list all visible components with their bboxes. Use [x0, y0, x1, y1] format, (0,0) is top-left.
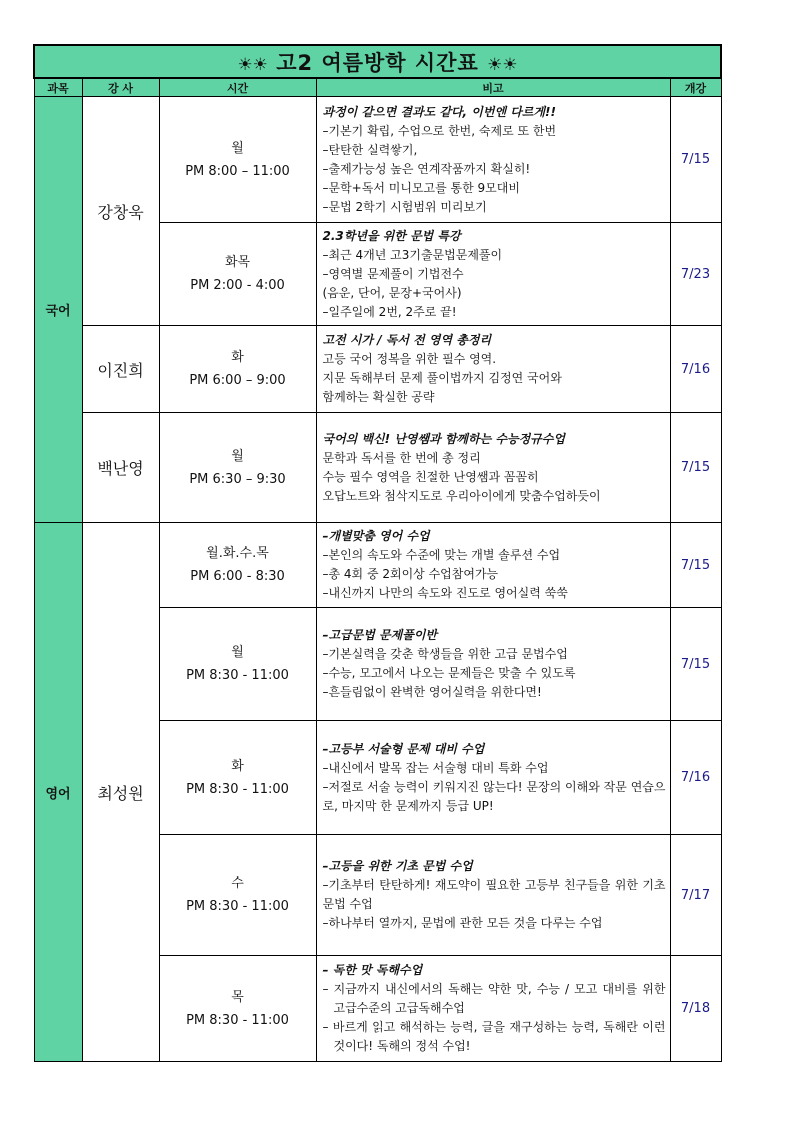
remark-line: 고등 국어 정복을 위한 필수 영역.: [322, 352, 497, 366]
remark-line: –문학+독서 미니모고를 통한 9모대비: [322, 180, 520, 195]
remark-line: –기초부터 탄탄하게! 재도약이 필요한 고등부 친구들을 위한 기초 문법 수업: [322, 878, 666, 911]
class-day: 수: [231, 876, 244, 891]
class-remarks: [316, 721, 670, 835]
class-day: 화목: [224, 255, 251, 270]
class-remarks: [316, 523, 670, 608]
page-title: [34, 45, 721, 78]
remark-line: –수능, 모고에서 나오는 문제들은 맞출 수 있도록: [322, 666, 576, 680]
class-hours: PM 8:30 - 11:00: [186, 781, 289, 797]
remark-line: 함께하는 확실한 공략: [322, 390, 435, 404]
remark-line: – 지금까지 내신에서의 독해는 약한 맛, 수능 / 모고 대비를 위한 고급수준의 고급독해수업: [322, 982, 666, 1015]
subject-english: 영어: [34, 523, 82, 1062]
class-hours: PM 8:30 - 11:00: [186, 668, 289, 683]
start-date: 7/15: [670, 608, 721, 721]
start-date: 7/15: [670, 523, 721, 608]
class-remarks: [316, 413, 670, 523]
teacher-name: 최성원: [82, 523, 159, 1062]
class-remarks: [316, 326, 670, 413]
header-remarks: 비고: [316, 78, 670, 97]
remark-line: 지문 독해부터 문제 풀이법까지 김정연 국어와: [322, 371, 562, 385]
class-time: [159, 326, 316, 413]
header-teacher: 강 사: [82, 78, 159, 97]
table-row: [34, 413, 721, 523]
remark-line: – 바르게 읽고 해석하는 능력, 글을 재구성하는 능력, 독해란 이런 것이다! 독해의 정석 수업!: [322, 1020, 666, 1053]
class-time: [159, 608, 316, 721]
class-hours: PM 8:00 – 11:00: [185, 163, 290, 179]
class-title: 국어의 백신! 난영쌤과 함께하는 수능정규수업: [322, 431, 565, 446]
class-hours: PM 8:30 - 11:00: [186, 899, 289, 914]
class-day: 화: [231, 350, 244, 365]
remark-line: –일주일에 2번, 2주로 끝!: [322, 304, 457, 319]
header-start: 개강: [670, 78, 721, 97]
class-time: [159, 956, 316, 1062]
table-row: [34, 523, 721, 608]
teacher-name: 강창욱: [82, 97, 159, 326]
remark-line: (음운, 단어, 문장+국어사): [322, 285, 462, 300]
subject-korean: 국어: [34, 97, 82, 523]
sun-icon: ☀☀: [487, 54, 518, 75]
class-hours: PM 2:00 - 4:00: [190, 278, 285, 293]
class-title: –개별맞춤 영어 수업: [322, 529, 430, 543]
remark-line: 문학과 독서를 한 번에 총 정리: [322, 450, 481, 465]
class-time: [159, 97, 316, 223]
sun-icon: ☀☀: [237, 54, 268, 75]
class-day: 월: [231, 645, 244, 660]
class-title: –고등부 서술형 문제 대비 수업: [322, 741, 485, 756]
start-date: 7/23: [670, 223, 721, 326]
remark-line: 수능 필수 영역을 친절한 난영쌤과 꼼꼼히: [322, 469, 539, 484]
remark-line: –영역별 문제풀이 기법전수: [322, 266, 464, 281]
title-text: 고2 여름방학 시간표: [276, 50, 479, 75]
remark-line: –흔들림없이 완벽한 영어실력을 위한다면!: [322, 685, 542, 699]
start-date: 7/15: [670, 413, 721, 523]
start-date: 7/17: [670, 835, 721, 956]
class-remarks: [316, 956, 670, 1062]
class-time: [159, 835, 316, 956]
class-day: 월: [231, 448, 244, 464]
class-title: – 독한 맛 독해수업: [322, 963, 423, 977]
header-subject: 과목: [34, 78, 82, 97]
remark-line: 오답노트와 첨삭지도로 우리아이에게 맞춤수업하듯이: [322, 488, 601, 503]
class-time: [159, 721, 316, 835]
teacher-name: 이진희: [82, 326, 159, 413]
timetable: [33, 44, 722, 1062]
header-time: 시간: [159, 78, 316, 97]
class-day: 월.화.수.목: [206, 546, 269, 561]
remark-line: –내신에서 발목 잡는 서술형 대비 특화 수업: [322, 760, 549, 775]
remark-line: –기본기 확립, 수업으로 한번, 숙제로 또 한번: [322, 123, 557, 138]
remark-line: –하나부터 열까지, 문법에 관한 모든 것을 다루는 수업: [322, 916, 603, 930]
remark-line: –최근 4개년 고3기출문법문제풀이: [322, 247, 503, 262]
class-time: [159, 413, 316, 523]
remark-line: –기본실력을 갖춘 학생들을 위한 고급 문법수업: [322, 647, 568, 661]
class-title: 2.3학년을 위한 문법 특강: [322, 228, 461, 243]
remark-line: –본인의 속도와 수준에 맞는 개별 솔루션 수업: [322, 548, 561, 562]
class-time: [159, 223, 316, 326]
class-remarks: [316, 223, 670, 326]
class-time: [159, 523, 316, 608]
table-row: [34, 326, 721, 413]
start-date: 7/16: [670, 326, 721, 413]
start-date: 7/15: [670, 97, 721, 223]
remark-line: –내신까지 나만의 속도와 진도로 영어실력 쑥쑥: [322, 586, 568, 600]
table-row: [34, 97, 721, 223]
remark-line: –출제가능성 높은 연계작품까지 확실히!: [322, 161, 531, 176]
class-title: –고등을 위한 기초 문법 수업: [322, 859, 473, 873]
class-day: 월: [231, 140, 244, 156]
class-remarks: [316, 97, 670, 223]
class-title: 고전 시가 / 독서 전 영역 총정리: [322, 333, 492, 347]
class-day: 목: [231, 989, 244, 1005]
start-date: 7/18: [670, 956, 721, 1062]
remark-line: –총 4회 중 2회이상 수업참여가능: [322, 567, 499, 581]
class-hours: PM 6:00 – 9:00: [189, 373, 286, 388]
class-day: 화: [231, 758, 244, 774]
class-title: –고급문법 문제풀이반: [322, 628, 438, 642]
remark-line: –저절로 서술 능력이 키워지진 않는다! 문장의 이해와 작문 연습으로, 마지막 한 문제까지 등급 UP!: [322, 779, 666, 813]
teacher-name: 백난영: [82, 413, 159, 523]
class-hours: PM 8:30 - 11:00: [186, 1012, 289, 1028]
class-hours: PM 6:30 – 9:30: [189, 471, 286, 487]
class-title: 과정이 같으면 결과도 같다, 이번엔 다르게!!: [322, 104, 556, 119]
remark-line: –탄탄한 실력쌓기,: [322, 142, 418, 157]
class-remarks: [316, 835, 670, 956]
remark-line: –문법 2학기 시험범위 미리보기: [322, 199, 487, 214]
class-hours: PM 6:00 - 8:30: [190, 569, 285, 584]
header-row: [34, 78, 721, 97]
class-remarks: [316, 608, 670, 721]
start-date: 7/16: [670, 721, 721, 835]
